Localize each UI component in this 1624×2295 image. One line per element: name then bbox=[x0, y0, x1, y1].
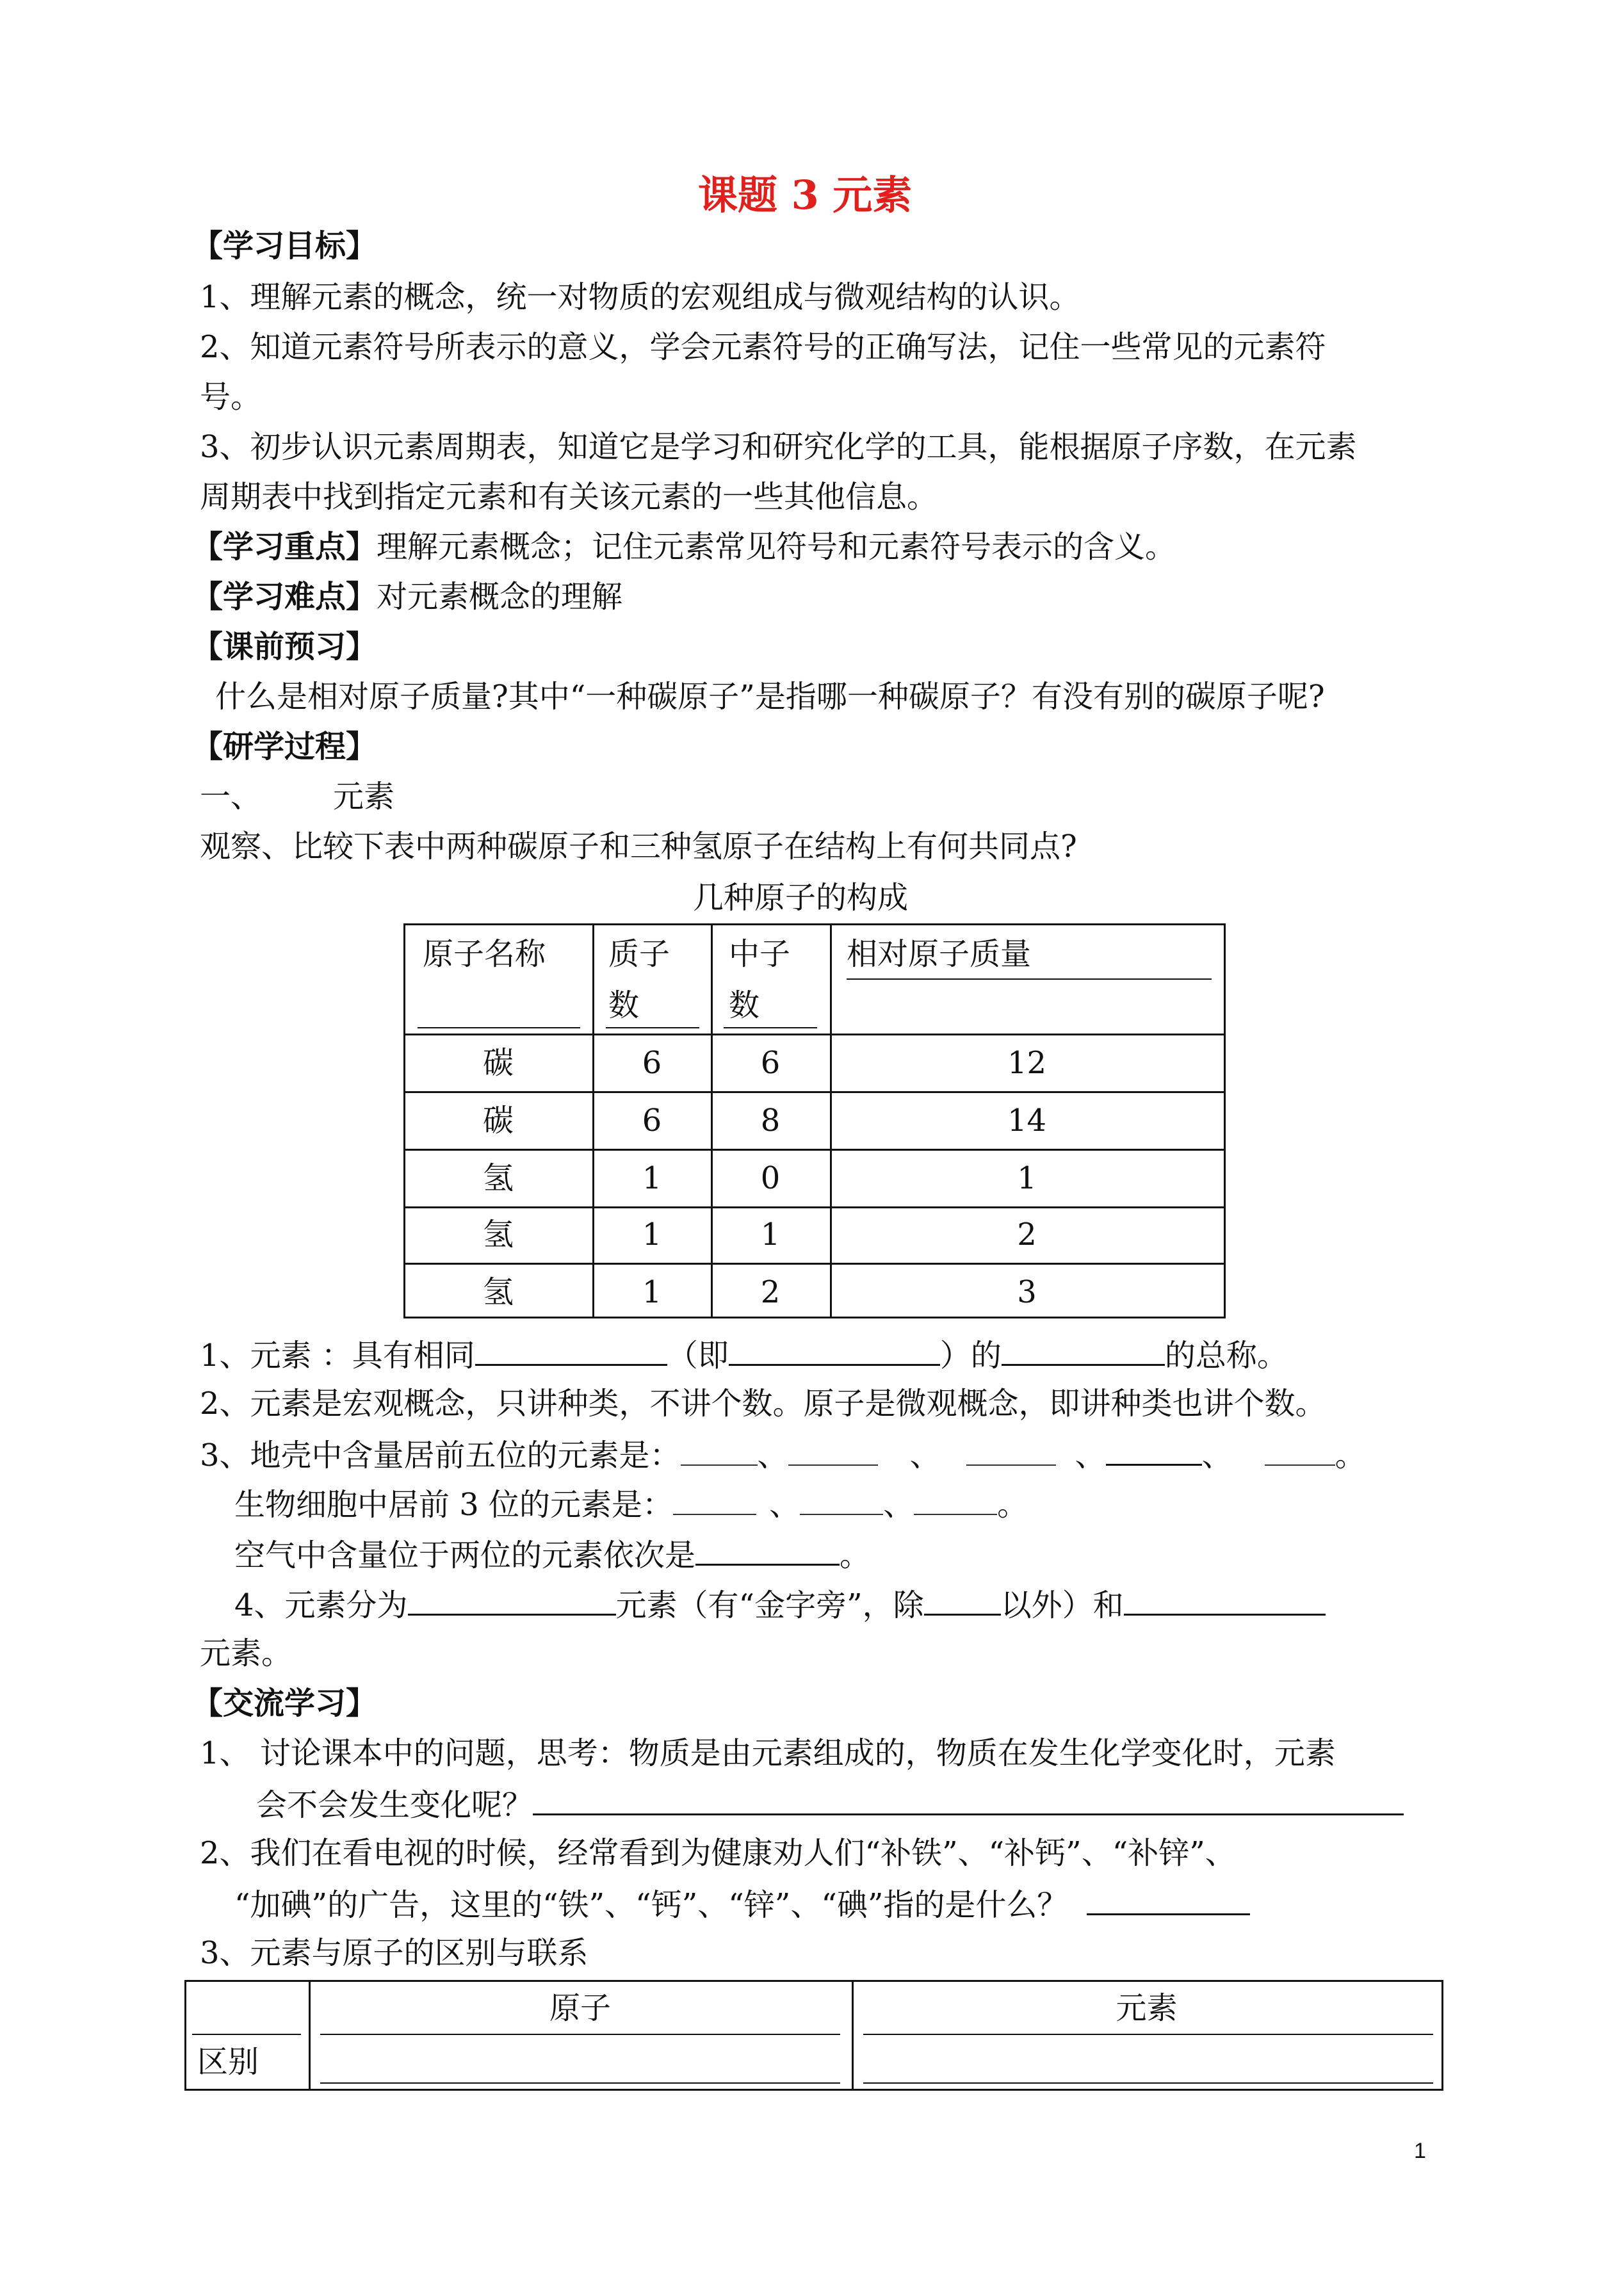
row-2-name: 碳 bbox=[482, 1103, 514, 1139]
q1-text-b: （即 bbox=[667, 1338, 729, 1374]
compare-header-element: 元素 bbox=[1116, 1990, 1178, 2026]
fill-question-4-end: 元素。 bbox=[200, 1635, 293, 1671]
q1-blank-1[interactable] bbox=[475, 1338, 667, 1366]
exchange-heading: 【交流学习】 bbox=[192, 1685, 377, 1721]
exchange-q1-blank[interactable] bbox=[533, 1788, 1404, 1815]
q3b-blank-3[interactable] bbox=[914, 1488, 997, 1515]
section-number: 一、 bbox=[200, 779, 262, 815]
row-1-protons: 6 bbox=[642, 1045, 662, 1081]
q3c-blank[interactable] bbox=[695, 1538, 840, 1566]
focus-line bbox=[192, 529, 1176, 565]
q3b-sep-3: 。 bbox=[997, 1487, 1028, 1523]
compare-row-difference: 区别 bbox=[197, 2044, 259, 2080]
q1-blank-2[interactable] bbox=[729, 1338, 940, 1366]
preview-question: 什么是相对原子质量?其中“一种碳原子”是指哪一种碳原子？有没有别的碳原子呢? bbox=[215, 679, 1325, 715]
header-neutrons-2: 数 bbox=[729, 987, 760, 1023]
objective-2-line-2: 号。 bbox=[200, 379, 262, 415]
q1-text-a: 1、元素 ：具有相同 bbox=[200, 1338, 475, 1374]
header-relative-mass: 相对原子质量 bbox=[847, 936, 1032, 972]
q3b-sep-1: 、 bbox=[769, 1487, 800, 1523]
exchange-q2-blank[interactable] bbox=[1087, 1888, 1250, 1915]
q3b-blank-2[interactable] bbox=[800, 1488, 883, 1515]
q1-blank-3[interactable] bbox=[1002, 1338, 1165, 1366]
objective-2-line-1: 2、知道元素符号所表示的意义，学会元素符号的正确写法，记住一些常见的元素符 bbox=[200, 329, 1326, 365]
fill-question-2: 2、元素是宏观概念，只讲种类，不讲个数。原子是微观概念，即讲种类也讲个数。 bbox=[200, 1386, 1326, 1422]
atom-table-caption: 几种原子的构成 bbox=[693, 880, 909, 916]
row-4-protons: 1 bbox=[642, 1217, 662, 1253]
row-5-neutrons: 2 bbox=[760, 1274, 781, 1310]
exchange-q1-text: 会不会发生变化呢？ bbox=[256, 1787, 533, 1823]
row-1-mass: 12 bbox=[1007, 1045, 1047, 1081]
compare-header-atom: 原子 bbox=[549, 1990, 611, 2026]
q3-text-a: 3、地壳中含量居前五位的元素是： bbox=[200, 1438, 681, 1473]
q4-blank-3[interactable] bbox=[1124, 1588, 1326, 1616]
row-3-mass: 1 bbox=[1017, 1160, 1037, 1196]
exchange-q3: 3、元素与原子的区别与联系 bbox=[200, 1935, 589, 1971]
fill-question-4 bbox=[234, 1588, 1326, 1621]
row-3-protons: 1 bbox=[642, 1160, 662, 1196]
row-1-name: 碳 bbox=[482, 1045, 514, 1081]
difficulty-text: 对元素概念的理解 bbox=[377, 579, 623, 615]
row-2-protons: 6 bbox=[642, 1103, 662, 1139]
q4-text-c: 以外）和 bbox=[1000, 1587, 1124, 1623]
header-protons-2: 数 bbox=[608, 987, 640, 1023]
q3b-blank-1[interactable] bbox=[673, 1488, 756, 1515]
q3-blank-5[interactable] bbox=[1265, 1439, 1335, 1466]
q1-text-d: 的总称。 bbox=[1164, 1338, 1288, 1374]
focus-text: 理解元素概念；记住元素常见符号和元素符号表示的含义。 bbox=[377, 529, 1176, 565]
exchange-q2-line-2 bbox=[234, 1887, 1250, 1923]
objective-1: 1、理解元素的概念，统一对物质的宏观组成与微观结构的认识。 bbox=[200, 279, 1080, 315]
row-2-neutrons: 8 bbox=[760, 1103, 781, 1139]
objectives-heading: 【学习目标】 bbox=[192, 228, 377, 264]
fill-question-3 bbox=[200, 1438, 1366, 1471]
q3-blank-3[interactable] bbox=[966, 1439, 1056, 1466]
objective-3-line-2: 周期表中找到指定元素和有关该元素的一些其他信息。 bbox=[200, 479, 938, 515]
row-4-mass: 2 bbox=[1017, 1217, 1037, 1253]
row-5-name: 氢 bbox=[482, 1274, 514, 1310]
q3c-text: 空气中含量位于两位的元素依次是 bbox=[234, 1537, 696, 1573]
q3b-text: 生物细胞中居前 3 位的元素是： bbox=[234, 1487, 674, 1523]
q3-blank-1[interactable] bbox=[681, 1439, 758, 1466]
q3-sep-3: 、 bbox=[1075, 1438, 1106, 1473]
q4-blank-1[interactable] bbox=[408, 1588, 616, 1616]
page-number: 1 bbox=[1414, 2139, 1426, 2163]
q1-text-c: ）的 bbox=[939, 1338, 1002, 1374]
q4-text-a: 4、元素分为 bbox=[234, 1587, 408, 1623]
q3-blank-2[interactable] bbox=[788, 1439, 878, 1466]
exchange-q2-text: “加碘”的广告，这里的“铁”、“钙”、“锌”、“碘”指的是什么？ bbox=[234, 1887, 1068, 1923]
q3c-sep: 。 bbox=[840, 1537, 871, 1573]
row-3-name: 氢 bbox=[482, 1160, 514, 1196]
q3-blank-4[interactable] bbox=[1106, 1438, 1202, 1466]
difficulty-line bbox=[192, 579, 623, 615]
q3-sep-5: 。 bbox=[1335, 1438, 1366, 1473]
row-5-mass: 3 bbox=[1017, 1274, 1037, 1310]
q4-text-b: 元素（有“金字旁”，除 bbox=[615, 1587, 924, 1623]
exchange-q1-line-1: 1、 讨论课本中的问题，思考：物质是由元素组成的，物质在发生化学变化时，元素 bbox=[200, 1735, 1336, 1771]
difficulty-label: 【学习难点】 bbox=[192, 579, 377, 615]
q3b-sep-2: 、 bbox=[883, 1487, 914, 1523]
row-1-neutrons: 6 bbox=[760, 1045, 781, 1081]
exchange-q2-line-1: 2、我们在看电视的时候，经常看到为健康劝人们“补铁”、“补钙”、“补锌”、 bbox=[200, 1835, 1236, 1871]
row-2-mass: 14 bbox=[1007, 1103, 1047, 1139]
focus-label: 【学习重点】 bbox=[192, 529, 377, 565]
q3-sep-1: 、 bbox=[757, 1438, 788, 1473]
q3-sep-2: 、 bbox=[909, 1438, 941, 1473]
q3-sep-4: 、 bbox=[1201, 1438, 1233, 1473]
objective-3-line-1: 3、初步认识元素周期表，知道它是学习和研究化学的工具，能根据原子序数，在元素 bbox=[200, 429, 1357, 465]
fill-question-3-air bbox=[234, 1538, 870, 1571]
observe-question: 观察、比较下表中两种碳原子和三种氢原子在结构上有何共同点? bbox=[200, 829, 1077, 864]
q4-blank-2[interactable] bbox=[924, 1588, 1001, 1616]
fill-question-1 bbox=[200, 1338, 1288, 1374]
process-heading: 【研学过程】 bbox=[192, 729, 377, 765]
row-4-neutrons: 1 bbox=[760, 1217, 781, 1253]
section-title: 元素 bbox=[333, 779, 395, 815]
row-5-protons: 1 bbox=[642, 1274, 662, 1310]
page-title: 课题 3 元素 bbox=[698, 172, 913, 218]
header-neutrons-1: 中子 bbox=[729, 936, 791, 972]
fill-question-3-cells bbox=[234, 1487, 1028, 1523]
row-4-name: 氢 bbox=[482, 1217, 514, 1253]
row-3-neutrons: 0 bbox=[760, 1160, 781, 1196]
header-protons-1: 质子 bbox=[608, 936, 670, 972]
preview-heading: 【课前预习】 bbox=[192, 629, 377, 665]
exchange-q1-line-2 bbox=[256, 1788, 1404, 1821]
header-atom-name: 原子名称 bbox=[423, 936, 546, 972]
